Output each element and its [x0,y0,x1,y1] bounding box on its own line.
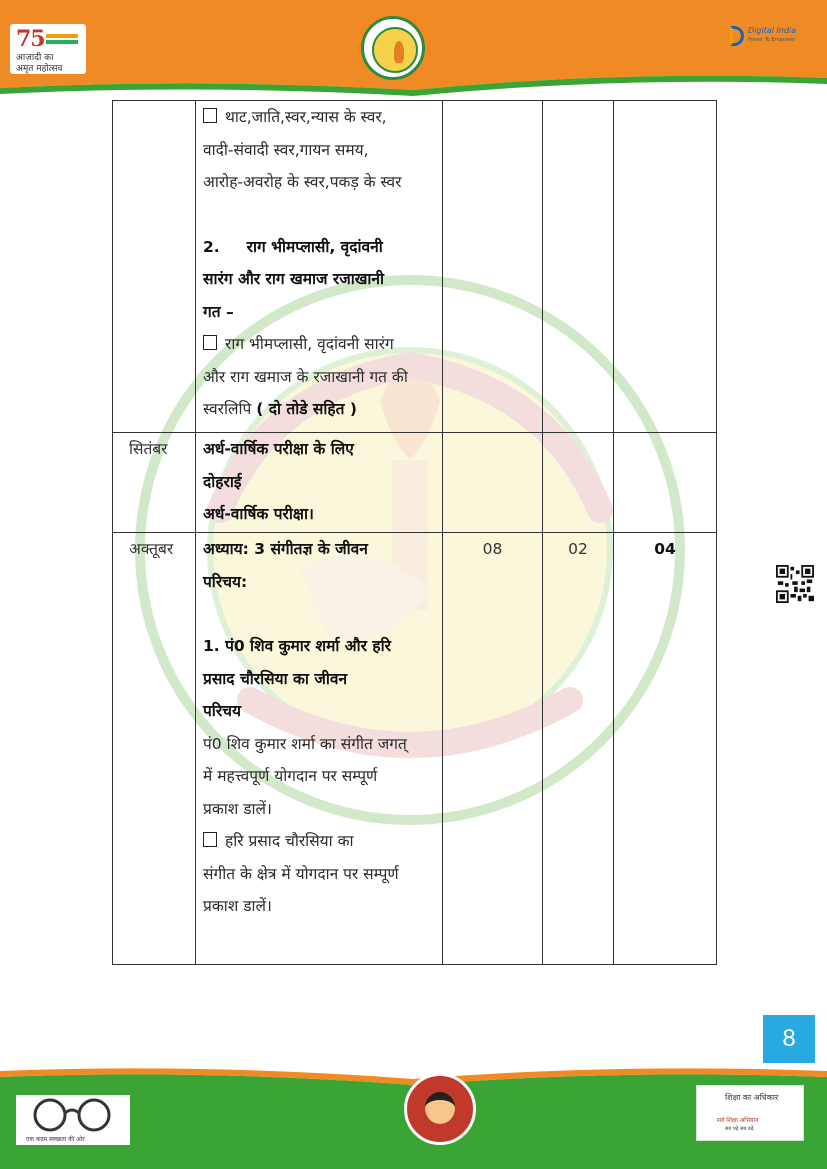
education-board-seal [361,16,425,80]
qr-code-icon[interactable] [776,565,814,603]
month-cell: सितंबर [113,433,196,533]
page-number-badge: 8 [763,1015,815,1063]
table-row [113,433,717,533]
practical-count-cell: 02 [543,533,614,965]
month-cell [113,101,196,433]
lecture-count-cell [443,101,543,433]
practical-count-cell [543,433,614,533]
lecture-count-cell: 08 [443,533,543,965]
syllabus-table [112,100,717,965]
checkbox-bullet-icon [203,108,217,123]
torch-icon [394,41,404,63]
content-cell: अर्ध-वार्षिक परीक्षा के लिए दोहराई अर्ध-वार्षिक परीक्षा। [196,433,443,533]
spectacles-icon [16,1095,130,1135]
azadi-ka-amrit-mahotsav-logo: 75 आज़ादी का अमृत महोत्सव [10,24,86,74]
table-row [113,533,717,965]
lecture-count-cell [443,433,543,533]
total-count-cell [614,101,717,433]
beti-bachao-beti-padhao-seal [404,1073,476,1145]
page-header [0,0,827,100]
swachh-bharat-logo: एक कदम स्वच्छता की ओर [16,1095,130,1145]
month-cell: अक्तूबर [113,533,196,965]
content-cell: अध्याय: 3 संगीतज्ञ के जीवन परिचय: 1. पं0 शिव कुमार शर्मा और हरि प्रसाद चौरसिया का जीवन परिचय पं0 शिव कुमार शर्मा का संगीत जगत् में महत्त्वपूर्ण योगदान पर सम्पूर्ण प्रकाश डालें। हरि प्रसाद चौरसिया का संगीत के क्षेत्र में योगदान पर सम्पूर्ण प्रकाश डालें। [196,533,443,965]
checkbox-bullet-icon [203,335,217,350]
shiksha-ka-adhikar-logo: शिक्षा का अधिकार सर्व शिक्षा अभियान सब पढ़ें सब बढ़ें [696,1085,804,1141]
girl-face-icon [425,1092,455,1124]
digital-india-d-icon [730,26,744,46]
content-cell: थाट,जाति,स्वर,न्यास के स्वर, वादी-संवादी स्वर,गायन समय, आरोह-अवरोह के स्वर,पकड़ के स्वर 2. राग भीमप्लासी, वृदांवनी सारंग और राग खमाज रजाखानी गत – राग भीमप्लासी, वृदांवनी सारंग और राग खमाज के रजाखानी गत की स्वरलिपि ( दो तोडे सहित ) [196,101,443,433]
page-footer [0,1065,827,1169]
table-row [113,101,717,433]
total-count-cell: 04 [614,533,717,965]
practical-count-cell [543,101,614,433]
checkbox-bullet-icon [203,832,217,847]
total-count-cell [614,433,717,533]
digital-india-logo: Digital India Power To Empower [730,24,800,50]
